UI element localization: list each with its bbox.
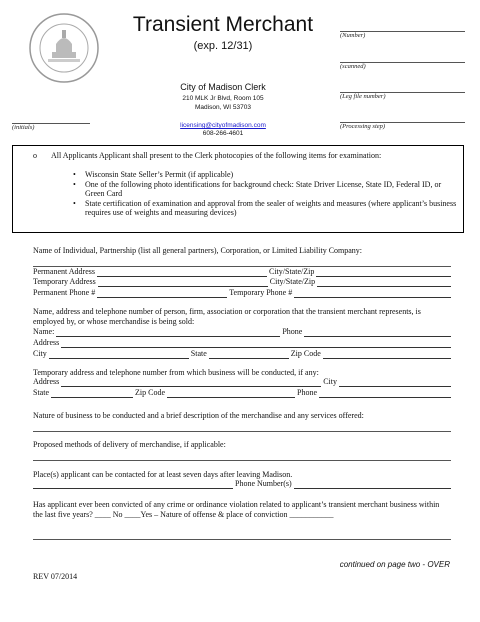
rep-zip-input[interactable] bbox=[323, 350, 451, 359]
contact-place-input[interactable] bbox=[33, 480, 233, 489]
q-contact: Place(s) applicant can be contacted for at least seven days after leaving Madison. bbox=[33, 470, 293, 479]
q-represents: Name, address and telephone number of person, firm, association or corporation that the transient merchant represents, is employed by, or whose merchandise is being sold: bbox=[33, 307, 421, 326]
q-temp: Temporary address and telephone number from which business will be conducted, if any: bbox=[33, 368, 319, 377]
perm-phone-input[interactable] bbox=[97, 289, 227, 298]
temp-biz-phone-input[interactable] bbox=[319, 389, 451, 398]
temp-biz-city-input[interactable] bbox=[339, 378, 451, 387]
temp-address-row-2: Address City bbox=[33, 377, 453, 387]
q-name: Name of Individual, Partnership (list all general partners), Corporation, or Limited Liability Company: bbox=[33, 246, 363, 255]
office-phone: 608-266-4601 bbox=[202, 130, 244, 137]
scanned-label: (scanned) bbox=[340, 63, 366, 70]
bullet-icon: • bbox=[73, 179, 76, 189]
office-address-2: Madison, WI 53703 bbox=[194, 104, 251, 111]
processing-step-label: (Processing step) bbox=[340, 123, 386, 130]
phone-row: Permanent Phone # Temporary Phone # bbox=[33, 288, 453, 298]
temp-biz-zip-input[interactable] bbox=[167, 389, 295, 398]
temp-address-input[interactable] bbox=[98, 278, 268, 287]
contact-row: Phone Number(s) bbox=[33, 479, 453, 489]
bullet-icon: • bbox=[73, 198, 76, 208]
conviction-line[interactable] bbox=[33, 538, 451, 540]
nature-line[interactable] bbox=[33, 430, 451, 432]
rep-city-row: City State Zip Code bbox=[33, 349, 453, 359]
instruction-intro: All Applicants Applicant shall present to the Clerk photocopies of the following items for examination: bbox=[51, 151, 382, 160]
revision: REV 07/2014 bbox=[33, 572, 78, 581]
initials-label: (initials) bbox=[12, 124, 35, 131]
email-link[interactable]: licensing@cityofmadison.com bbox=[180, 122, 266, 129]
instruction-bullet: o bbox=[33, 151, 37, 160]
rep-name-input[interactable] bbox=[56, 328, 280, 337]
continued-note: continued on page two - OVER bbox=[339, 560, 450, 569]
instruction-list bbox=[73, 170, 458, 218]
number-label: (Number) bbox=[340, 32, 366, 39]
rep-address-input[interactable] bbox=[61, 339, 451, 348]
leg-file-label: (Leg file number) bbox=[340, 93, 386, 100]
temp-biz-state-input[interactable] bbox=[51, 389, 133, 398]
temp-state-row: State Zip Code Phone bbox=[33, 388, 453, 398]
perm-address-row: Permanent Address City/State/Zip bbox=[33, 267, 453, 277]
contact-phone-input[interactable] bbox=[294, 480, 451, 489]
bullet-icon: • bbox=[73, 170, 76, 179]
rep-name-row: Name: Phone bbox=[33, 327, 453, 337]
instructions-box bbox=[12, 145, 464, 233]
list-item: • State certification of examination and approval from the sealer of weights and measures (where applicant’s business requires use of weights and measuring devices) bbox=[73, 198, 457, 217]
form-title: Transient Merchant bbox=[132, 13, 314, 36]
rep-city-input[interactable] bbox=[49, 350, 189, 359]
temp-address-row: Temporary Address City/State/Zip bbox=[33, 277, 453, 287]
rep-phone-input[interactable] bbox=[304, 328, 451, 337]
list-item: • One of the following photo identifications for background check: State Driver License, State ID, Federal ID, or Green Card bbox=[73, 179, 442, 198]
office-address-1: 210 MLK Jr Blvd, Room 105 bbox=[182, 95, 264, 102]
delivery-line[interactable] bbox=[33, 459, 451, 461]
perm-address-input[interactable] bbox=[97, 268, 267, 277]
temp-biz-address-input[interactable] bbox=[61, 378, 321, 387]
form-subtitle: (exp. 12/31) bbox=[193, 40, 253, 52]
rep-address-row: Address bbox=[33, 338, 453, 348]
list-item: • Wisconsin State Seller’s Permit (if applicable) bbox=[73, 170, 234, 179]
city-seal bbox=[28, 12, 100, 84]
perm-csz-input[interactable] bbox=[316, 268, 451, 277]
q-convicted: Has applicant ever been convicted of any crime or ordinance violation related to applicant’s transient merchant business within the last five years? ____ No ____Yes – Nature of offense & place of conviction ___________ bbox=[33, 500, 440, 519]
q-nature: Nature of business to be conducted and a brief description of the merchandise and any services offered: bbox=[33, 411, 364, 420]
office-name: City of Madison Clerk bbox=[180, 82, 266, 92]
temp-phone-input[interactable] bbox=[294, 289, 451, 298]
q-delivery: Proposed methods of delivery of merchandise, if applicable: bbox=[33, 440, 226, 449]
temp-csz-input[interactable] bbox=[317, 278, 451, 287]
rep-state-input[interactable] bbox=[209, 350, 289, 359]
